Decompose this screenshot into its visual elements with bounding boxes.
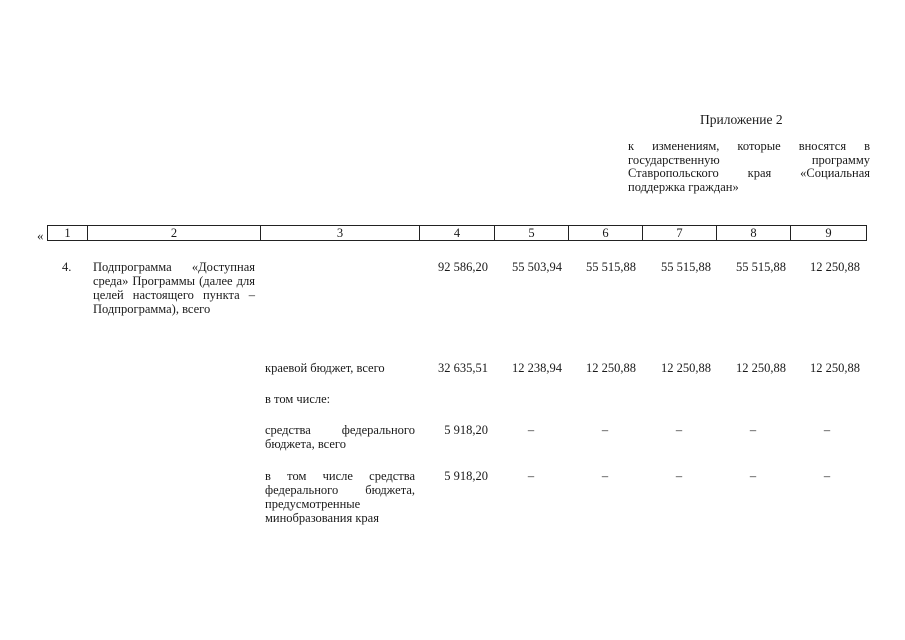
federal-value-col6: – — [601, 423, 609, 437]
regional-value-col6: 12 250,88 — [586, 361, 636, 375]
header-col-2: 2 — [87, 225, 261, 241]
header-col-7: 7 — [642, 225, 717, 241]
header-col-5: 5 — [494, 225, 569, 241]
header-col-4: 4 — [419, 225, 495, 241]
header-col-6: 6 — [568, 225, 643, 241]
regional-value-col8: 12 250,88 — [736, 361, 786, 375]
header-col-1: 1 — [47, 225, 88, 241]
education-value-col5: – — [527, 469, 535, 483]
education-value-col7: – — [675, 469, 683, 483]
education-value-col6: – — [601, 469, 609, 483]
row-number: 4. — [62, 260, 72, 274]
federal-value-col4: 5 918,20 — [444, 423, 488, 437]
subprogram-value-col7: 55 515,88 — [661, 260, 711, 274]
regional-value-col4: 32 635,51 — [438, 361, 488, 375]
subprogram-name: Подпрограмма «Доступная среда» Программы (далее для целей настоящего пункта – Подпрограмма), всего — [93, 260, 255, 316]
opening-quote: « — [37, 228, 44, 243]
regional-value-col5: 12 238,94 — [512, 361, 562, 375]
regional-value-col7: 12 250,88 — [661, 361, 711, 375]
header-col-8: 8 — [716, 225, 791, 241]
education-value-col8: – — [749, 469, 757, 483]
federal-value-col5: – — [527, 423, 535, 437]
appendix-subtitle: к изменениям, которые вносятся в государственную программу Ставропольского края «Социальная поддержка граждан» — [628, 139, 870, 194]
federal-value-col7: – — [675, 423, 683, 437]
regional-value-col9: 12 250,88 — [810, 361, 860, 375]
federal-value-col9: – — [823, 423, 831, 437]
regional-budget-label: краевой бюджет, всего — [265, 361, 385, 375]
subprogram-value-col6: 55 515,88 — [586, 260, 636, 274]
subprogram-value-col4: 92 586,20 — [438, 260, 488, 274]
subprogram-value-col9: 12 250,88 — [810, 260, 860, 274]
including-label: в том числе: — [265, 392, 331, 406]
appendix-title: Приложение 2 — [700, 112, 783, 127]
federal-education-label: в том числе средства федерального бюджета, предусмотренные минобразования края — [265, 469, 415, 525]
education-value-col4: 5 918,20 — [444, 469, 488, 483]
subprogram-value-col5: 55 503,94 — [512, 260, 562, 274]
header-col-3: 3 — [260, 225, 420, 241]
header-col-9: 9 — [790, 225, 867, 241]
federal-value-col8: – — [749, 423, 757, 437]
education-value-col9: – — [823, 469, 831, 483]
subprogram-value-col8: 55 515,88 — [736, 260, 786, 274]
federal-funds-label: средства федерального бюджета, всего — [265, 423, 415, 451]
